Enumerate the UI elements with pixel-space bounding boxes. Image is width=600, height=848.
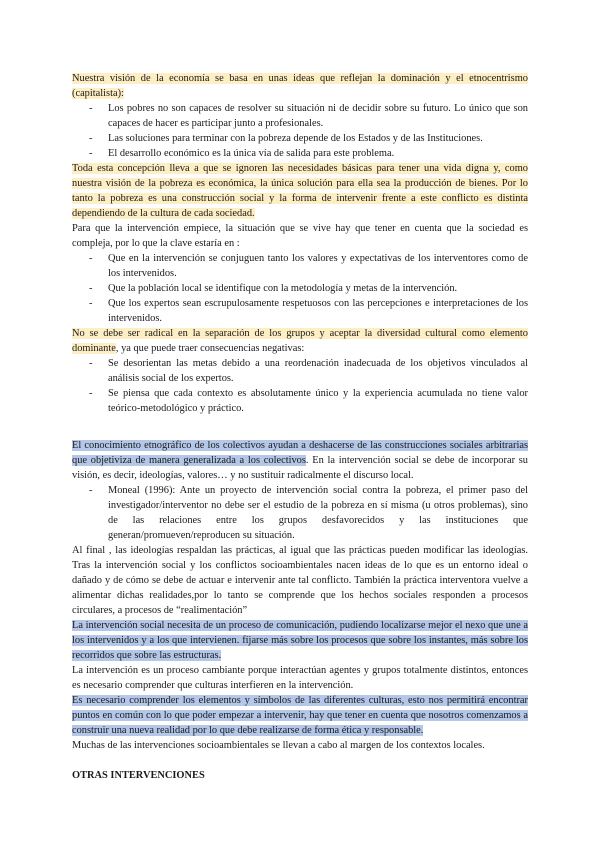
paragraph-changing-process: La intervención es un proceso cambiante porque interactúan agentes y grupos totalmente distintos, entonces es necesario comprender que culturas interfieren en la intervención.	[72, 665, 528, 691]
spacer	[72, 753, 528, 768]
list-item: - Se piensa que cada contexto es absolutamente único y la experiencia acumulada no tiene valor teórico-metodológico y práctico.	[72, 386, 528, 416]
highlight-yellow: Nuestra visión de la economía se basa en unas ideas que reflejan la dominación y el etnocentrismo (capitalista):	[72, 73, 528, 99]
list-item: - Los pobres no son capaces de resolver su situación ni de decidir sobre su futuro. Lo único que son capaces de hacer es participar junto a profesionales.	[72, 101, 528, 131]
highlight-blue: El conocimiento etnográfico de los colectivos ayudan a deshacerse de las construcciones sociales arbitrarias que objetiviza de manera generalizada a los colectivos	[72, 440, 528, 466]
paragraph-symbols	[72, 693, 528, 738]
paragraph-ethnographic	[72, 438, 528, 483]
bullet-list-4	[72, 483, 528, 543]
highlight-yellow: No se debe ser radical en la separación de los grupos y aceptar la diversidad cultural como elemento dominante	[72, 328, 528, 354]
list-item: - El desarrollo económico es la única vía de salida para este problema.	[72, 146, 528, 161]
paragraph-concept	[72, 161, 528, 221]
list-item: - Las soluciones para terminar con la pobreza depende de los Estados y de las Instituciones.	[72, 131, 528, 146]
paragraph-text: . En la intervención social se debe de incorporar su visión, es decir, ideologías, valores… y no sustituir radicalmente el discurso local.	[72, 455, 529, 481]
highlight-blue: La intervención social necesita de un proceso de comunicación, pudiendo localizarse mejor el nexo que une a los intervenidos y a los que intervienen. fíjarse más sobre los procesos que sobre los instantes, más sobre los recorridos que sobre las estructuras.	[72, 620, 528, 661]
list-item: - Que los expertos sean escrupulosamente respetuosos con las percepciones e interpretaciones de los intervenidos.	[72, 296, 528, 326]
bullet-list-3	[72, 356, 528, 416]
highlight-yellow: Toda esta concepción lleva a que se ignoren las necesidades básicas para tener una vida digna y, como nuestra visión de la pobreza es económica, la única solución para ella sea la producción de bienes. Por lo tanto la pobreza es una construcción social y la forma de intervenir frente a este conflicto es distinta dependiendo de la cultura de cada sociedad.	[72, 163, 528, 219]
document-body	[72, 71, 528, 783]
paragraph-not-radical	[72, 326, 528, 356]
bullet-list-2	[72, 251, 528, 326]
list-item: - Que en la intervención se conjuguen tanto los valores y expectativas de los interventores como de los intervenidos.	[72, 251, 528, 281]
paragraph-communication	[72, 618, 528, 663]
section-heading: OTRAS INTERVENCIONES	[72, 770, 205, 781]
highlight-blue: Es necesario comprender los elementos y símbolos de las diferentes culturas, esto nos permitirá encontrar puntos en común con lo que poder empezar a intervenir, hay que tener en cuenta que nosotros comenzamos a construir una nueva realidad por lo que debe realizarse de forma ética y responsable.	[72, 695, 528, 736]
paragraph-local-contexts: Muchas de las intervenciones socioambientales se llevan a cabo al margen de los contextos locales.	[72, 740, 485, 751]
list-item: - Moneal (1996): Ante un proyecto de intervención social contra la pobreza, el primer paso del investigador/interventor no debe ser el estudio de la pobreza en sí misma (u otros problemas), sino de las relaciones entre los grupos desfavorecidos y las instituciones que generan/promueven/reproducen su situación.	[72, 483, 528, 543]
paragraph-intervention-start: Para que la intervención empiece, la situación que se vive hay que tener en cuenta que la sociedad es compleja, por lo que la clave estaría en :	[72, 223, 528, 249]
paragraph-text: , ya que puede traer consecuencias negativas:	[115, 343, 305, 354]
paragraph-ideologies: Al final , las ideologías respaldan las prácticas, al igual que las prácticas pueden modificar las ideologías. Tras la intervención social y los conflictos socioambientales nacen ideas de lo que es un entorno ideal o dañado y de cómo se debe de actuar e intervenir ante tal conflicto. También la práctica interventora vuelve a alimentar dichas realidades,por lo tanto se comprende que los hechos sociales responden a procesos circulares, a procesos de “realimentación”	[72, 545, 528, 616]
paragraph-economy-vision	[72, 71, 528, 101]
spacer	[72, 416, 528, 438]
list-item: - Se desorientan las metas debido a una reordenación inadecuada de los objetivos vinculados al análisis social de los expertos.	[72, 356, 528, 386]
list-item: - Que la población local se identifique con la metodología y metas de la intervención.	[72, 281, 528, 296]
bullet-list-1	[72, 101, 528, 161]
